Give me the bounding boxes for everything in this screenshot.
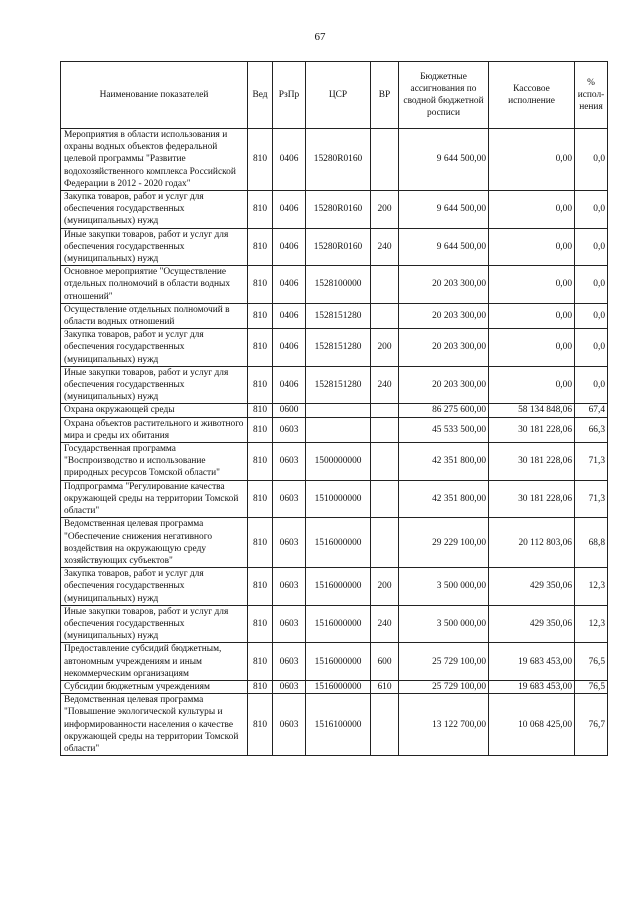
cell-name: Иные закупки товаров, работ и услуг для обеспечения государственных (муниципальных) нужд <box>61 605 248 643</box>
cell-percent: 0,0 <box>575 191 608 229</box>
cell-ved: 810 <box>248 643 273 681</box>
cell-budget: 9 644 500,00 <box>399 129 489 191</box>
cell-cash: 58 134 848,06 <box>489 404 575 417</box>
cell-budget: 13 122 700,00 <box>399 694 489 756</box>
cell-percent: 0,0 <box>575 129 608 191</box>
cell-percent: 0,0 <box>575 366 608 404</box>
cell-name: Закупка товаров, работ и услуг для обеспечения государственных (муниципальных) нужд <box>61 329 248 367</box>
cell-csr: 1510000000 <box>306 480 371 518</box>
header-budget: Бюджетные ассигнования по сводной бюджетной росписи <box>399 62 489 129</box>
cell-vr: 610 <box>371 680 399 693</box>
cell-name: Охрана окружающей среды <box>61 404 248 417</box>
cell-vr <box>371 518 399 568</box>
cell-percent: 0,0 <box>575 266 608 304</box>
cell-budget: 9 644 500,00 <box>399 191 489 229</box>
cell-vr <box>371 303 399 328</box>
cell-name: Закупка товаров, работ и услуг для обеспечения государственных (муниципальных) нужд <box>61 568 248 606</box>
cell-csr: 1516000000 <box>306 568 371 606</box>
cell-csr: 15280R0160 <box>306 129 371 191</box>
cell-budget: 20 203 300,00 <box>399 329 489 367</box>
cell-ved: 810 <box>248 191 273 229</box>
cell-vr: 200 <box>371 329 399 367</box>
cell-name: Иные закупки товаров, работ и услуг для обеспечения государственных (муниципальных) нужд <box>61 366 248 404</box>
cell-name: Ведомственная целевая программа "Обеспечение снижения негативного воздействия на окружающую среду хозяйствующих субъектов" <box>61 518 248 568</box>
budget-table <box>60 61 608 756</box>
header-csr: ЦСР <box>306 62 371 129</box>
cell-name: Мероприятия в области использования и охраны водных объектов федеральной целевой программы "Развитие водохозяйственного комплекса Российской Федерации в 2012 - 2020 годах" <box>61 129 248 191</box>
table-row <box>61 443 608 481</box>
cell-rzpr: 0603 <box>273 694 306 756</box>
table-row <box>61 303 608 328</box>
cell-csr: 1500000000 <box>306 443 371 481</box>
cell-budget: 3 500 000,00 <box>399 605 489 643</box>
cell-vr <box>371 417 399 442</box>
cell-ved: 810 <box>248 480 273 518</box>
cell-cash: 0,00 <box>489 329 575 367</box>
cell-csr <box>306 417 371 442</box>
cell-ved: 810 <box>248 366 273 404</box>
cell-csr: 1516000000 <box>306 518 371 568</box>
cell-cash: 19 683 453,00 <box>489 680 575 693</box>
cell-percent: 67,4 <box>575 404 608 417</box>
cell-rzpr: 0603 <box>273 680 306 693</box>
header-ved: Вед <box>248 62 273 129</box>
cell-rzpr: 0603 <box>273 605 306 643</box>
table-row <box>61 480 608 518</box>
cell-name: Иные закупки товаров, работ и услуг для обеспечения государственных (муниципальных) нужд <box>61 228 248 266</box>
cell-budget: 9 644 500,00 <box>399 228 489 266</box>
table-row <box>61 568 608 606</box>
table-header-row <box>61 62 608 129</box>
cell-name: Осуществление отдельных полномочий в области водных отношений <box>61 303 248 328</box>
cell-rzpr: 0603 <box>273 643 306 681</box>
cell-vr <box>371 266 399 304</box>
cell-cash: 429 350,06 <box>489 605 575 643</box>
cell-vr <box>371 404 399 417</box>
cell-ved: 810 <box>248 303 273 328</box>
cell-vr <box>371 129 399 191</box>
cell-csr: 1516000000 <box>306 643 371 681</box>
table-row <box>61 518 608 568</box>
header-cash: Кассовое исполнение <box>489 62 575 129</box>
cell-rzpr: 0406 <box>273 129 306 191</box>
cell-csr: 15280R0160 <box>306 228 371 266</box>
cell-vr <box>371 443 399 481</box>
cell-ved: 810 <box>248 129 273 191</box>
table-row <box>61 643 608 681</box>
cell-rzpr: 0603 <box>273 518 306 568</box>
cell-percent: 76,5 <box>575 643 608 681</box>
cell-csr <box>306 404 371 417</box>
cell-csr: 15280R0160 <box>306 191 371 229</box>
header-percent: % испол-нения <box>575 62 608 129</box>
cell-ved: 810 <box>248 417 273 442</box>
cell-csr: 1528151280 <box>306 329 371 367</box>
cell-budget: 45 533 500,00 <box>399 417 489 442</box>
cell-rzpr: 0603 <box>273 417 306 442</box>
cell-cash: 19 683 453,00 <box>489 643 575 681</box>
cell-cash: 0,00 <box>489 303 575 328</box>
cell-ved: 810 <box>248 680 273 693</box>
cell-vr <box>371 694 399 756</box>
table-row <box>61 366 608 404</box>
cell-ved: 810 <box>248 329 273 367</box>
cell-cash: 429 350,06 <box>489 568 575 606</box>
cell-name: Охрана объектов растительного и животного мира и среды их обитания <box>61 417 248 442</box>
cell-csr: 1528100000 <box>306 266 371 304</box>
cell-csr: 1528151280 <box>306 366 371 404</box>
cell-percent: 0,0 <box>575 228 608 266</box>
cell-vr: 240 <box>371 228 399 266</box>
cell-percent: 71,3 <box>575 443 608 481</box>
table-row <box>61 129 608 191</box>
header-name: Наименование показателей <box>61 62 248 129</box>
cell-cash: 30 181 228,06 <box>489 480 575 518</box>
cell-ved: 810 <box>248 443 273 481</box>
cell-budget: 42 351 800,00 <box>399 443 489 481</box>
cell-percent: 0,0 <box>575 329 608 367</box>
cell-rzpr: 0600 <box>273 404 306 417</box>
cell-ved: 810 <box>248 694 273 756</box>
cell-cash: 30 181 228,06 <box>489 417 575 442</box>
cell-percent: 66,3 <box>575 417 608 442</box>
cell-name: Основное мероприятие "Осуществление отдельных полномочий в области водных отношений" <box>61 266 248 304</box>
table-row <box>61 680 608 693</box>
cell-name: Закупка товаров, работ и услуг для обеспечения государственных (муниципальных) нужд <box>61 191 248 229</box>
cell-name: Предоставление субсидий бюджетным, автономным учреждениям и иным некоммерческим организациям <box>61 643 248 681</box>
cell-rzpr: 0406 <box>273 329 306 367</box>
cell-ved: 810 <box>248 228 273 266</box>
cell-cash: 0,00 <box>489 266 575 304</box>
cell-vr: 200 <box>371 568 399 606</box>
cell-percent: 68,8 <box>575 518 608 568</box>
cell-name: Субсидии бюджетным учреждениям <box>61 680 248 693</box>
page-number: 67 <box>314 31 326 43</box>
cell-ved: 810 <box>248 404 273 417</box>
cell-percent: 0,0 <box>575 303 608 328</box>
cell-csr: 1516000000 <box>306 605 371 643</box>
cell-rzpr: 0603 <box>273 480 306 518</box>
cell-csr: 1516000000 <box>306 680 371 693</box>
cell-rzpr: 0603 <box>273 443 306 481</box>
cell-budget: 3 500 000,00 <box>399 568 489 606</box>
cell-percent: 76,7 <box>575 694 608 756</box>
cell-cash: 20 112 803,06 <box>489 518 575 568</box>
cell-csr: 1528151280 <box>306 303 371 328</box>
table-row <box>61 329 608 367</box>
table-row <box>61 605 608 643</box>
cell-budget: 20 203 300,00 <box>399 303 489 328</box>
table-row <box>61 404 608 417</box>
cell-rzpr: 0406 <box>273 366 306 404</box>
cell-cash: 0,00 <box>489 129 575 191</box>
table-row <box>61 417 608 442</box>
table-row <box>61 228 608 266</box>
cell-cash: 30 181 228,06 <box>489 443 575 481</box>
table-row <box>61 694 608 756</box>
cell-vr <box>371 480 399 518</box>
cell-cash: 0,00 <box>489 366 575 404</box>
cell-name: Государственная программа "Воспроизводство и использование природных ресурсов Томской области" <box>61 443 248 481</box>
cell-budget: 20 203 300,00 <box>399 366 489 404</box>
header-vr: ВР <box>371 62 399 129</box>
cell-ved: 810 <box>248 568 273 606</box>
table-body <box>61 129 608 756</box>
cell-budget: 42 351 800,00 <box>399 480 489 518</box>
cell-budget: 25 729 100,00 <box>399 680 489 693</box>
cell-vr: 600 <box>371 643 399 681</box>
cell-budget: 29 229 100,00 <box>399 518 489 568</box>
cell-rzpr: 0406 <box>273 191 306 229</box>
cell-budget: 20 203 300,00 <box>399 266 489 304</box>
cell-percent: 12,3 <box>575 605 608 643</box>
table-row <box>61 266 608 304</box>
cell-percent: 76,5 <box>575 680 608 693</box>
cell-cash: 10 068 425,00 <box>489 694 575 756</box>
cell-cash: 0,00 <box>489 228 575 266</box>
cell-rzpr: 0406 <box>273 303 306 328</box>
header-rzpr: РзПр <box>273 62 306 129</box>
table-row <box>61 191 608 229</box>
cell-name: Ведомственная целевая программа "Повышение экологической культуры и информированности населения о качестве окружающей среды на территории Томской области" <box>61 694 248 756</box>
cell-vr: 200 <box>371 191 399 229</box>
cell-rzpr: 0603 <box>273 568 306 606</box>
cell-rzpr: 0406 <box>273 228 306 266</box>
cell-csr: 1516100000 <box>306 694 371 756</box>
cell-ved: 810 <box>248 518 273 568</box>
cell-percent: 12,3 <box>575 568 608 606</box>
cell-budget: 86 275 600,00 <box>399 404 489 417</box>
cell-percent: 71,3 <box>575 480 608 518</box>
cell-rzpr: 0406 <box>273 266 306 304</box>
cell-vr: 240 <box>371 605 399 643</box>
cell-ved: 810 <box>248 266 273 304</box>
cell-name: Подпрограмма "Регулирование качества окружающей среды на территории Томской области" <box>61 480 248 518</box>
cell-budget: 25 729 100,00 <box>399 643 489 681</box>
cell-cash: 0,00 <box>489 191 575 229</box>
cell-ved: 810 <box>248 605 273 643</box>
cell-vr: 240 <box>371 366 399 404</box>
